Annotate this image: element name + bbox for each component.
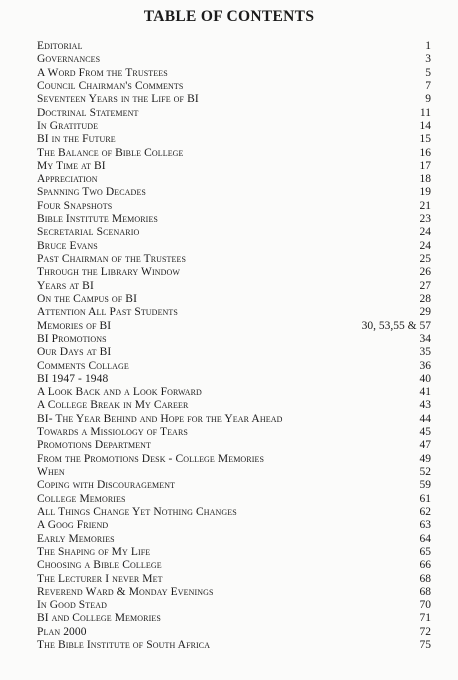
- toc-row: [37, 373, 431, 386]
- toc-row: [37, 120, 431, 133]
- toc-page-number: 65: [419, 545, 431, 558]
- toc-entry-title: Years at BI: [37, 279, 94, 292]
- toc-row: [37, 599, 431, 612]
- toc-entry-title: Bible Institute Memories: [37, 213, 158, 226]
- toc-row: [37, 413, 431, 426]
- toc-row: [37, 240, 431, 253]
- toc-page-number: 62: [419, 505, 431, 518]
- toc-page-number: 71: [419, 612, 431, 625]
- toc-row: [37, 147, 431, 160]
- toc-row: [37, 573, 431, 586]
- toc-page-number: 9: [425, 93, 431, 106]
- toc-entry-title: Editorial: [37, 40, 83, 52]
- toc-row: [37, 80, 431, 93]
- toc-entry-title: Promotions Department: [37, 439, 152, 452]
- toc-page-number: 25: [419, 253, 431, 265]
- toc-row: [37, 519, 431, 532]
- toc-page-number: 5: [425, 66, 431, 79]
- toc-row: [37, 40, 431, 53]
- toc-page-number: 17: [419, 159, 431, 172]
- toc-row: [37, 466, 431, 479]
- toc-row: [37, 67, 431, 80]
- toc-entry-title: Comments Collage: [37, 359, 129, 372]
- toc-entry-title: Secretarial Scenario: [37, 226, 140, 239]
- toc-row: [37, 506, 431, 519]
- toc-row: [37, 266, 431, 279]
- toc-page-number: 44: [419, 412, 431, 425]
- toc-row: [37, 293, 431, 306]
- toc-page-number: 59: [419, 479, 431, 492]
- toc-entry-title: Through the Library Window: [37, 266, 181, 279]
- toc-row: [37, 546, 431, 559]
- toc-entry-title: A Goog Friend: [37, 519, 109, 532]
- toc-page-number: 36: [419, 359, 431, 372]
- toc-entry-title: A College Break in My Career: [37, 399, 189, 412]
- toc-entry-title: Towards a Missiology of Tears: [37, 426, 188, 439]
- toc-entry-title: In Good Stead: [37, 599, 108, 612]
- toc-row: [37, 399, 431, 412]
- toc-row: [37, 346, 431, 359]
- toc-row: [37, 639, 431, 652]
- toc-row: [37, 253, 431, 266]
- toc-page-number: 27: [419, 279, 431, 292]
- toc-entry-title: Plan 2000: [37, 625, 87, 638]
- toc-entry-title: Past Chairman of the Trustees: [37, 253, 187, 265]
- toc-page-number: 43: [419, 399, 431, 412]
- toc-page-number: 1: [425, 40, 431, 52]
- toc-row: [37, 53, 431, 66]
- toc-page-number: 29: [419, 306, 431, 319]
- toc-row: [37, 226, 431, 239]
- toc-row: [37, 533, 431, 546]
- toc-row: [37, 160, 431, 173]
- toc-entry-title: From the Promotions Desk - College Memories: [37, 452, 265, 465]
- toc-entry-title: Choosing a Bible College: [37, 559, 162, 572]
- toc-page-number: 70: [419, 599, 431, 612]
- toc-entry-title: Doctrinal Statement: [37, 106, 139, 119]
- toc-entry-title: Our Days at BI: [37, 346, 112, 359]
- toc-page-number: 68: [419, 585, 431, 598]
- toc-row: [37, 173, 431, 186]
- toc-row: [37, 453, 431, 466]
- toc-entry-title: The Lecturer I never Met: [37, 572, 163, 585]
- toc-page-number: 34: [419, 332, 431, 345]
- toc-page-number: 23: [419, 213, 431, 226]
- toc-page-number: 35: [419, 346, 431, 359]
- toc-entry-title: Spanning Two Decades: [37, 186, 146, 199]
- toc-entry-title: My Time at BI: [37, 159, 106, 172]
- toc-row: [37, 213, 431, 226]
- toc-entry-title: Four Snapshots: [37, 199, 113, 212]
- toc-row: [37, 200, 431, 213]
- page-title: TABLE OF CONTENTS: [143, 8, 315, 25]
- toc-page-number: 26: [419, 266, 431, 279]
- toc-row: [37, 360, 431, 373]
- toc-page-number: 18: [419, 173, 431, 186]
- toc-entry-title: Seventeen Years in the Life of BI: [37, 93, 199, 106]
- toc-entry-title: Reverend Ward & Monday Evenings: [37, 585, 214, 598]
- toc-page-number: 24: [419, 226, 431, 239]
- toc-page-number: 16: [419, 146, 431, 159]
- toc-page-number: 49: [419, 452, 431, 465]
- toc-entry-title: BI and College Memories: [37, 612, 161, 625]
- toc-row: [37, 559, 431, 572]
- toc-page-number: 61: [419, 492, 431, 505]
- toc-entry-title: The Bible Institute of South Africa: [37, 639, 211, 652]
- toc-page-number: 64: [419, 532, 431, 545]
- toc-row: [37, 107, 431, 120]
- toc-entry-title: The Shaping of My Life: [37, 545, 151, 558]
- toc-page-number: 47: [419, 439, 431, 452]
- toc-entry-title: The Balance of Bible College: [37, 146, 184, 159]
- toc-page-number: 15: [419, 133, 431, 146]
- toc-row: [37, 386, 431, 399]
- toc-entry-title: Coping with Discouragement: [37, 479, 176, 492]
- toc-entry-title: Memories of BI: [37, 319, 112, 332]
- toc-row: [37, 493, 431, 506]
- toc-row: [37, 306, 431, 319]
- toc-entry-title: BI in the Future: [37, 133, 116, 146]
- toc-row: [37, 439, 431, 452]
- toc-entry-title: Bruce Evans: [37, 239, 98, 252]
- toc-page-number: 75: [419, 639, 431, 652]
- toc-entry-title: In Gratitude: [37, 119, 99, 132]
- toc-page-number: 24: [419, 239, 431, 252]
- toc-entry-title: BI- The Year Behind and Hope for the Year Ahead: [37, 412, 283, 425]
- toc-entry-title: Appreciation: [37, 173, 98, 186]
- toc-row: [37, 186, 431, 199]
- toc-entry-title: College Memories: [37, 492, 126, 505]
- toc-page-number: 63: [419, 519, 431, 532]
- toc-row: [37, 133, 431, 146]
- toc-page-number: 19: [419, 186, 431, 199]
- toc-entry-title: Council Chairman's Comments: [37, 79, 184, 92]
- toc-page-number: 68: [419, 572, 431, 585]
- toc-page-number: 66: [419, 559, 431, 572]
- toc-entry-title: On the Campus of BI: [37, 292, 137, 305]
- toc-row: [37, 333, 431, 346]
- toc-page-number: 72: [419, 625, 431, 638]
- toc-page-number: 21: [419, 199, 431, 212]
- toc-row: [37, 586, 431, 599]
- toc-row: [37, 626, 431, 639]
- toc-entry-title: Early Memories: [37, 532, 115, 545]
- toc-row: [37, 280, 431, 293]
- toc-list: [37, 40, 431, 652]
- toc-entry-title: A Word From the Trustees: [37, 66, 168, 79]
- toc-entry-title: BI 1947 - 1948: [37, 372, 109, 385]
- toc-page-number: 11: [419, 106, 431, 119]
- toc-entry-title: All Things Change Yet Nothing Changes: [37, 505, 237, 518]
- toc-page-number: 45: [419, 426, 431, 439]
- toc-page-number: 28: [419, 292, 431, 305]
- toc-page-number: 52: [419, 466, 431, 478]
- toc-row: [37, 93, 431, 106]
- toc-row: [37, 426, 431, 439]
- toc-row: [37, 612, 431, 625]
- toc-entry-title: Governances: [37, 53, 101, 66]
- toc-page-number: 30, 53,55 & 57: [361, 319, 431, 332]
- toc-entry-title: Attention All Past Students: [37, 306, 178, 319]
- toc-page-number: 7: [425, 79, 431, 92]
- toc-page-number: 41: [419, 386, 431, 399]
- toc-page-number: 3: [425, 53, 431, 66]
- toc-row: [37, 479, 431, 492]
- toc-entry-title: When: [37, 466, 65, 478]
- toc-page-number: 40: [419, 372, 431, 385]
- toc-page-number: 14: [419, 119, 431, 132]
- toc-entry-title: A Look Back and a Look Forward: [37, 386, 202, 399]
- toc-entry-title: BI Promotions: [37, 332, 107, 345]
- toc-row: [37, 320, 431, 333]
